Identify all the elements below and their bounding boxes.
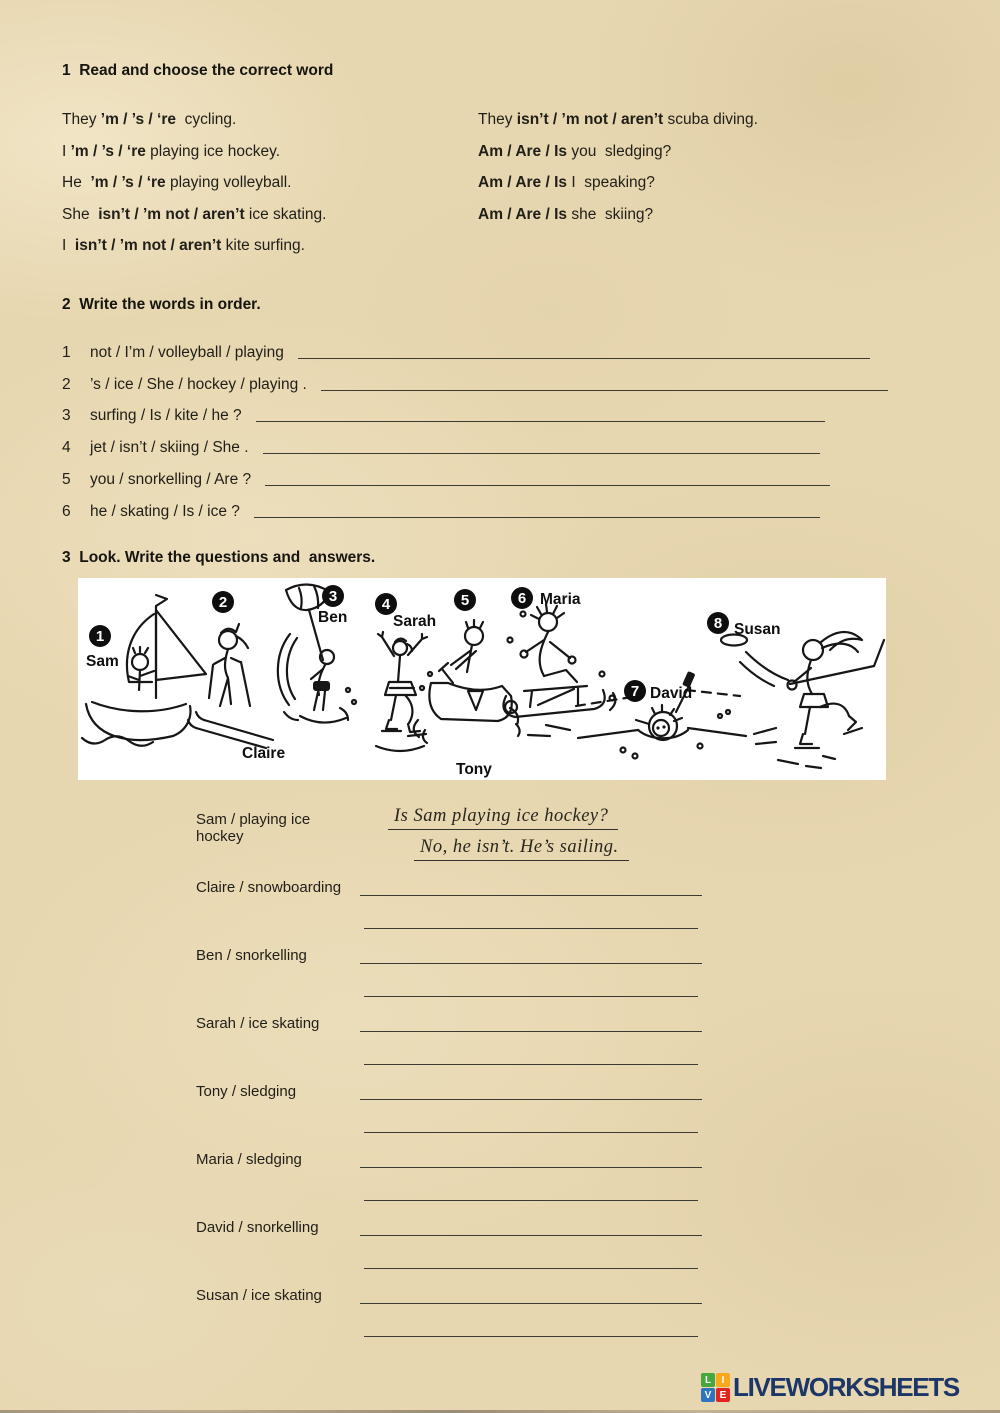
- scrambled-words: ’s / ice / She / hockey / playing .: [90, 375, 307, 393]
- badge-number: 1: [95, 628, 105, 645]
- question-row: [196, 874, 1000, 929]
- character-badge-8: [707, 612, 729, 634]
- prompt-label: Maria / sledging: [196, 1151, 302, 1168]
- choice-options[interactable]: ’m / ’s / ‘re: [100, 111, 177, 128]
- sentence-post: kite surfing.: [221, 237, 305, 255]
- choice-options[interactable]: ’m / ’s / ‘re: [70, 142, 146, 160]
- answer-line[interactable]: [254, 500, 820, 518]
- reorder-item: [62, 362, 1000, 394]
- prompt-label: Sarah / ice skating: [196, 1015, 320, 1032]
- choice-sentence[interactable]: [478, 167, 1000, 199]
- exercise3-questions: [0, 806, 1000, 1337]
- sentence-pre: They: [478, 111, 517, 128]
- character-badge-7: [624, 680, 646, 702]
- sentence-post: she skiing?: [567, 205, 654, 223]
- question-row: [196, 1282, 1000, 1337]
- sentence-pre: They: [62, 111, 101, 128]
- logo-square-l: L: [701, 1373, 715, 1387]
- scrambled-words: you / snorkelling / Are ?: [90, 470, 252, 488]
- choice-options[interactable]: isn’t / ’m not / aren’t: [74, 237, 222, 255]
- answer-line[interactable]: [321, 373, 888, 391]
- ben-kitesurfing-doodle: [278, 584, 356, 722]
- exercise1-grid: [62, 104, 1000, 262]
- scrambled-words: surfing / Is / kite / he ?: [90, 407, 242, 425]
- character-name-claire: Claire: [242, 745, 286, 762]
- choice-sentence[interactable]: [478, 104, 1000, 136]
- liveworksheets-logo[interactable]: [701, 1372, 959, 1403]
- example-prompt: Sam / playing ice hockey: [196, 811, 315, 845]
- logo-square-v: V: [701, 1388, 715, 1402]
- character-name-david: David: [650, 685, 693, 702]
- character-badge-1: [89, 625, 111, 647]
- sentence-post: scuba diving.: [663, 111, 758, 128]
- answer-line[interactable]: [364, 1236, 698, 1269]
- badge-number: 3: [328, 588, 338, 605]
- choice-sentence[interactable]: [62, 199, 478, 231]
- scrambled-words: jet / isn’t / skiing / She .: [90, 439, 249, 457]
- liveworksheets-wordmark: LIVEWORKSHEETS: [733, 1372, 959, 1402]
- reorder-item: [62, 330, 1000, 362]
- answer-line[interactable]: [364, 1100, 698, 1133]
- sentence-pre: I: [62, 142, 71, 160]
- badge-number: 5: [460, 592, 470, 609]
- liveworksheets-logo-icon: [701, 1373, 730, 1402]
- item-number: 3: [62, 407, 71, 425]
- sarah-iceskating-doodle: [376, 632, 427, 751]
- character-badge-6: [511, 587, 533, 609]
- exercise2-items: [62, 330, 1000, 521]
- choice-options[interactable]: isn’t / ’m not / aren’t: [98, 205, 245, 223]
- scrambled-words: not / I’m / volleyball / playing: [90, 343, 284, 361]
- answer-line[interactable]: [364, 1032, 698, 1065]
- item-number: 5: [62, 470, 71, 488]
- character-name-tony: Tony: [456, 761, 492, 778]
- answer-line[interactable]: [265, 468, 830, 486]
- scrambled-words: he / skating / Is / ice ?: [90, 502, 240, 520]
- answer-line[interactable]: [364, 1168, 698, 1201]
- badge-number: 8: [713, 615, 723, 632]
- sentence-pre: I: [62, 237, 75, 255]
- exercise3-section: [0, 549, 1000, 1350]
- question-row: [196, 1010, 1000, 1065]
- character-name-susan: Susan: [734, 621, 781, 638]
- logo-square-e: E: [716, 1388, 730, 1402]
- item-number: 1: [62, 343, 71, 361]
- exercise2-heading: 2 Write the words in order.: [62, 296, 261, 313]
- answer-line[interactable]: [360, 1078, 702, 1100]
- badge-number: 2: [218, 594, 228, 611]
- answer-line[interactable]: [360, 1010, 702, 1032]
- question-row: [196, 942, 1000, 997]
- sam-sailing-doodle: [82, 595, 206, 746]
- item-number: 2: [62, 375, 71, 393]
- exercise2-section: [62, 296, 1000, 521]
- answer-line[interactable]: [364, 964, 698, 997]
- choice-sentence[interactable]: [62, 136, 478, 168]
- character-name-maria: Maria: [540, 591, 581, 608]
- character-badge-3: [322, 585, 344, 607]
- character-badge-2: [212, 591, 234, 613]
- answer-line[interactable]: [360, 1282, 702, 1304]
- prompt-label: Tony / sledging: [196, 1083, 297, 1100]
- prompt-label: Claire / snowboarding: [196, 879, 342, 896]
- answer-line[interactable]: [360, 942, 702, 964]
- exercise1-left-column: [62, 104, 478, 262]
- badge-number: 7: [630, 683, 640, 700]
- item-number: 6: [62, 502, 71, 520]
- badge-number: 4: [381, 596, 391, 613]
- reorder-item: [62, 457, 1000, 489]
- maria-sledging-doodle: [503, 604, 615, 717]
- question-row: [196, 1214, 1000, 1269]
- tony-jetski-doodle: [414, 620, 520, 743]
- sentence-post: you sledging?: [567, 142, 672, 160]
- sentence-post: playing volleyball.: [165, 174, 292, 192]
- exercise1-heading: 1 Read and choose the correct word: [62, 62, 334, 79]
- choice-options[interactable]: Am / Are / Is: [478, 205, 568, 223]
- character-name-ben: Ben: [318, 609, 348, 626]
- answer-line[interactable]: [360, 874, 702, 896]
- sports-cartoon-image: [78, 578, 886, 780]
- exercise1-right-column: [478, 104, 1000, 262]
- sports-cartoon-svg: [78, 578, 886, 780]
- claire-skiing-doodle: [188, 624, 273, 748]
- sentence-pre: He: [62, 174, 91, 192]
- badge-number: 6: [517, 590, 527, 607]
- item-number: 4: [62, 439, 71, 457]
- prompt-label: Susan / ice skating: [196, 1287, 322, 1304]
- answer-line[interactable]: [256, 404, 825, 422]
- logo-square-i: I: [716, 1373, 730, 1387]
- example-row: [196, 806, 1000, 861]
- choice-sentence[interactable]: [62, 230, 478, 262]
- character-badge-5: [454, 589, 476, 611]
- exercise1-section: [62, 62, 1000, 262]
- answer-line[interactable]: [263, 436, 820, 454]
- prompt-label: David / snorkelling: [196, 1219, 319, 1236]
- sentence-post: I speaking?: [567, 174, 655, 192]
- sentence-post: playing ice hockey.: [145, 142, 280, 160]
- exercise3-heading: 3 Look. Write the questions and answers.: [62, 549, 376, 566]
- susan-icehockey-doodle: [721, 632, 884, 768]
- choice-sentence[interactable]: [478, 199, 1000, 231]
- reorder-item: [62, 489, 1000, 521]
- prompt-label: Ben / snorkelling: [196, 947, 307, 964]
- reorder-item: [62, 425, 1000, 457]
- example-handwritten-question: Is Sam playing ice hockey?: [388, 806, 618, 830]
- answer-line[interactable]: [364, 1304, 698, 1337]
- sentence-pre: She: [62, 205, 99, 223]
- reorder-item: [62, 394, 1000, 426]
- choice-options[interactable]: Am / Are / Is: [478, 142, 568, 160]
- question-row: [196, 1146, 1000, 1201]
- choice-sentence[interactable]: [478, 136, 1000, 168]
- answer-line[interactable]: [360, 1214, 702, 1236]
- example-answers: [360, 806, 702, 861]
- choice-sentence[interactable]: [62, 104, 478, 136]
- character-badge-4: [375, 593, 397, 615]
- example-handwritten-answer: No, he isn’t. He’s sailing.: [414, 837, 629, 861]
- answer-line[interactable]: [360, 1146, 702, 1168]
- question-row: [196, 1078, 1000, 1133]
- character-name-sam: Sam: [86, 653, 119, 670]
- character-name-sarah: Sarah: [393, 613, 437, 630]
- choice-sentence[interactable]: [62, 167, 478, 199]
- answer-line[interactable]: [364, 896, 698, 929]
- sentence-post: cycling.: [176, 111, 237, 128]
- choice-options[interactable]: isn’t / ’m not / aren’t: [516, 111, 664, 128]
- sentence-post: ice skating.: [244, 205, 327, 223]
- answer-line[interactable]: [298, 341, 870, 359]
- choice-options[interactable]: ’m / ’s / ‘re: [90, 174, 166, 192]
- choice-options[interactable]: Am / Are / Is: [478, 174, 568, 192]
